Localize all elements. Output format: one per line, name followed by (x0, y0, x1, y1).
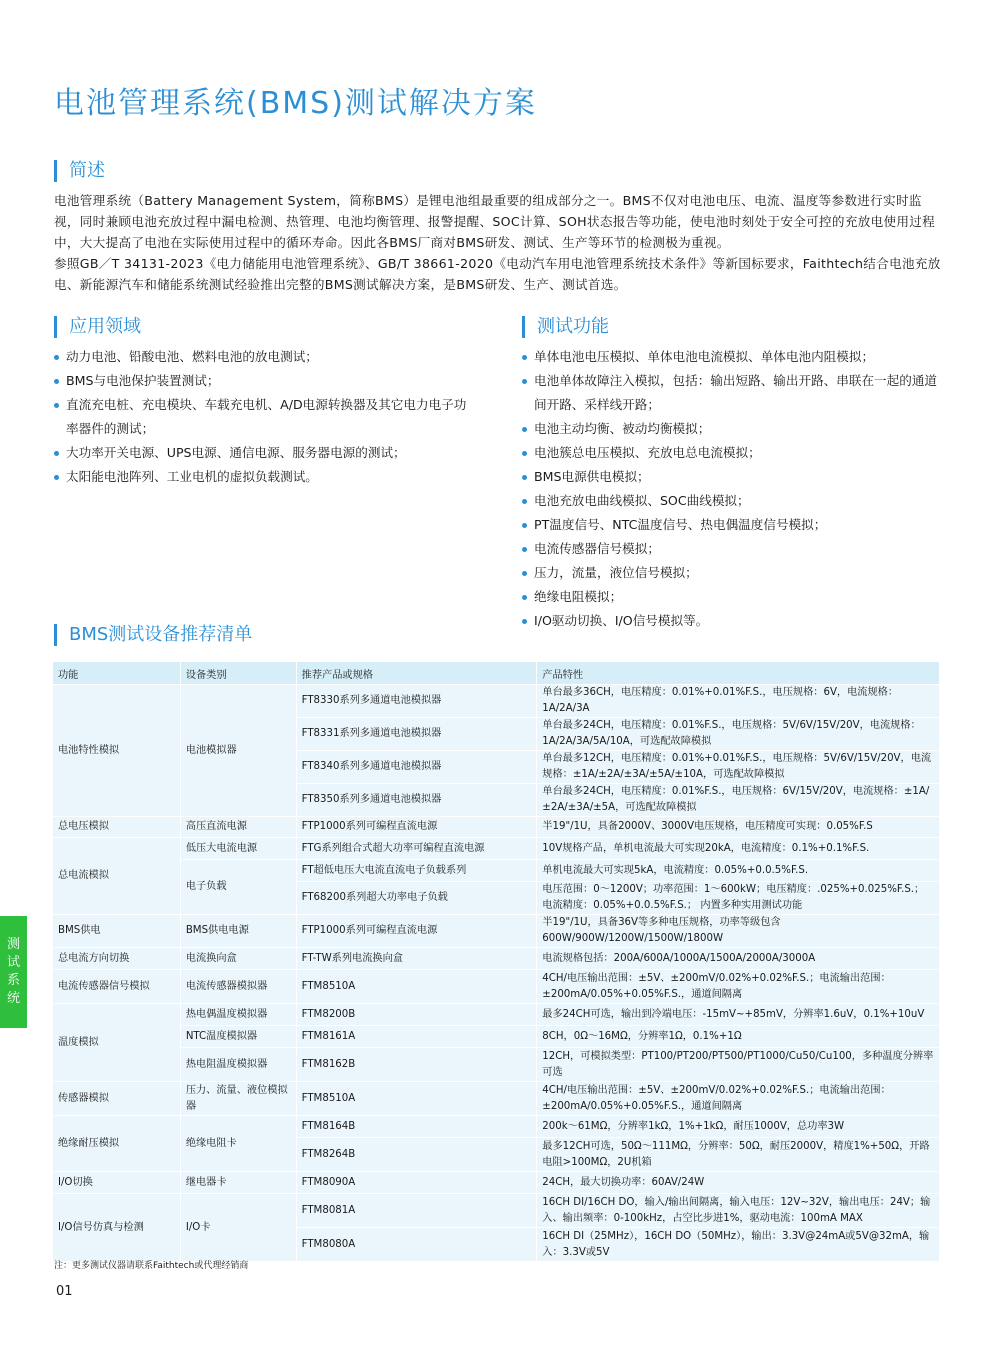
side-tab-char: 系 (6, 973, 20, 988)
table-row (53, 1026, 940, 1048)
table-row (53, 817, 940, 838)
product-cell: FTM8080A (296, 1228, 537, 1262)
category-cell: I/O卡 (180, 1194, 296, 1262)
list-item: 大功率开关电源、UPS电源、通信电源、服务器电源的测试； (54, 441, 474, 465)
product-cell: FT68200系列超大功率电子负载 (296, 882, 537, 915)
category-cell: 电流传感器模拟器 (180, 970, 296, 1004)
category-cell: 继电器卡 (180, 1172, 296, 1194)
feature-cell: 单台最多24CH，电压精度：0.01%F.S.，电压规格：5V/6V/15V/20V，电流规格：1A/2A/3A/5A/10A，可选配故障模拟 (537, 718, 940, 751)
category-cell: 绝缘电阻卡 (180, 1116, 296, 1172)
feature-cell: 16CH DI/16CH DO，输入/输出间隔离，输入电压：12V~32V，输出电压：24V；输入、输出频率：0-100kHz，占空比步进1%，驱动电流：100mA MAX (537, 1194, 940, 1228)
overview-heading: 简述 (54, 160, 105, 182)
product-cell: FTP1000系列可编程直流电源 (296, 915, 537, 948)
product-cell: FTM8161A (296, 1026, 537, 1048)
list-item: 动力电池、铅酸电池、燃料电池的放电测试； (54, 345, 474, 369)
table-row (53, 970, 940, 1004)
list-item: 压力，流量，液位信号模拟； (522, 561, 942, 585)
list-item: 电池主动均衡、被动均衡模拟； (522, 417, 942, 441)
product-cell: FTM8264B (296, 1138, 537, 1172)
function-cell: 总电流模拟 (53, 838, 181, 915)
function-cell: 温度模拟 (53, 1004, 181, 1082)
table-row (53, 838, 940, 860)
list-item: 太阳能电池阵列、工业电机的虚拟负载测试。 (54, 465, 474, 489)
footnote: 注：更多测试仪器请联系Faithtech或代理经销商 (54, 1261, 249, 1271)
product-cell: FT超低电压大电流直流电子负载系列 (296, 860, 537, 882)
feature-cell: 单台最多12CH，电压精度：0.01%+0.01%F.S.，电压规格：5V/6V/15V/20V，电流规格：±1A/±2A/±3A/±5A/±10A，可选配故障模拟 (537, 751, 940, 784)
feature-cell: 4CH/电压输出范围：±5V、±200mV/0.02%+0.02%F.S.；电流输出范围：±200mA/0.05%+0.05%F.S.，通道间隔离 (537, 970, 940, 1004)
product-cell: FTM8510A (296, 970, 537, 1004)
column-header-category: 设备类别 (180, 662, 296, 685)
table-row (53, 1004, 940, 1026)
table-row (53, 1194, 940, 1228)
product-cell: FTM8081A (296, 1194, 537, 1228)
table-row (53, 915, 940, 948)
list-item: 直流充电桩、充电模块、车载充电机、A/D电源转换器及其它电力电子功率器件的测试； (54, 393, 474, 441)
list-item: 电池单体故障注入模拟，包括：输出短路、输出开路、串联在一起的通道间开路、采样线开路； (522, 369, 942, 417)
function-cell: 电流传感器信号模拟 (53, 970, 181, 1004)
list-item: 电池充放电曲线模拟、SOC曲线模拟； (522, 489, 942, 513)
product-cell: FTM8090A (296, 1172, 537, 1194)
product-cell: FT8350系列多通道电池模拟器 (296, 784, 537, 817)
category-cell: 电流换向盒 (180, 948, 296, 970)
side-tab-char: 统 (6, 991, 20, 1006)
product-cell: FT8330系列多通道电池模拟器 (296, 685, 537, 718)
function-cell: 绝缘耐压模拟 (53, 1116, 181, 1172)
page-number: 01 (56, 1284, 73, 1299)
product-cell: FTP1000系列可编程直流电源 (296, 817, 537, 838)
function-cell: BMS供电 (53, 915, 181, 948)
overview-text (54, 190, 946, 295)
feature-cell: 24CH，最大切换功率：60AV/24W (537, 1172, 940, 1194)
side-tab-char: 试 (6, 955, 20, 970)
feature-cell: 8CH，0Ω～16MΩ，分辨率1Ω，0.1%+1Ω (537, 1026, 940, 1048)
column-header-product: 推荐产品或规格 (296, 662, 537, 685)
list-item: 电流传感器信号模拟； (522, 537, 942, 561)
applications-list (54, 345, 474, 489)
applications-heading: 应用领域 (54, 316, 141, 338)
feature-cell: 最多24CH可选，输出到冷端电压：-15mV~+85mV，分辨率1.6uV，0.1%+10uV (537, 1004, 940, 1026)
feature-cell: 半19"/1U，具备36V等多种电压规格，功率等级包含600W/900W/1200W/1500W/1800W (537, 915, 940, 948)
category-cell: 热电阻温度模拟器 (180, 1048, 296, 1082)
product-cell: FT8340系列多通道电池模拟器 (296, 751, 537, 784)
column-header-features: 产品特性 (537, 662, 940, 685)
product-cell: FTG系列组合式超大功率可编程直流电源 (296, 838, 537, 860)
function-cell: 电池特性模拟 (53, 685, 181, 817)
feature-cell: 单台最多36CH，电压精度：0.01%+0.01%F.S.，电压规格：6V，电流规格：1A/2A/3A (537, 685, 940, 718)
list-item: BMS电源供电模拟； (522, 465, 942, 489)
table-row (53, 1116, 940, 1138)
overview-paragraph-2: 参照GB／T 34131-2023《电力储能用电池管理系统》、GB/T 38661-2020《电动汽车用电池管理系统技术条件》等新国标要求，Faithtech结合电池充放电、新能源汽车和储能系统测试经验推出完整的BMS测试解决方案，是BMS研发、生产、测试首选。 (54, 256, 941, 292)
product-cell: FT-TW系列电流换向盒 (296, 948, 537, 970)
table-row (53, 1172, 940, 1194)
overview-paragraph-1: 电池管理系统（Battery Management System，简称BMS）是锂电池组最重要的组成部分之一。BMS不仅对电池电压、电流、温度等参数进行实时监视，同时兼顾电池充放过程中漏电检测、热管理、电池均衡管理、报警提醒、SOC计算、SOH状态报告等功能，使电池时刻处于安全可控的充放电使用过程中，大大提高了电池在实际使用过程中的循环寿命。因此各BMS厂商对BMS研发、测试、生产等环节的检测极为重视。 (54, 193, 936, 250)
feature-cell: 电压范围：0～1200V；功率范围：1～600kW；电压精度：.025%+0.025%F.S.；电流精度：0.05%+0.0.5%F.S.； 内置多种实用测试功能 (537, 882, 940, 915)
category-cell: 压力、流量、液位模拟器 (180, 1082, 296, 1116)
list-item: I/O驱动切换、I/O信号模拟等。 (522, 609, 942, 633)
side-tab-test-system (0, 916, 27, 1028)
category-cell: 热电偶温度模拟器 (180, 1004, 296, 1026)
list-item: 电池簇总电压模拟、充放电总电流模拟； (522, 441, 942, 465)
category-cell: NTC温度模拟器 (180, 1026, 296, 1048)
product-cell: FT8331系列多通道电池模拟器 (296, 718, 537, 751)
category-cell: 高压直流电源 (180, 817, 296, 838)
category-cell: 电池模拟器 (180, 685, 296, 817)
table-row (53, 1082, 940, 1116)
table-row (53, 1048, 940, 1082)
list-item: BMS与电池保护装置测试； (54, 369, 474, 393)
functions-list (522, 345, 942, 633)
feature-cell: 最多12CH可选，50Ω～111MΩ，分辨率：50Ω，耐压2000V，精度1%+50Ω，开路电阻>100MΩ，2U机箱 (537, 1138, 940, 1172)
category-cell: 电子负载 (180, 860, 296, 915)
function-cell: I/O信号仿真与检测 (53, 1194, 181, 1262)
table-header-row (53, 662, 940, 685)
feature-cell: 半19"/1U，具备2000V、3000V电压规格，电压精度可实现：0.05%F.S (537, 817, 940, 838)
list-item: 单体电池电压模拟、单体电池电流模拟、单体电池内阻模拟； (522, 345, 942, 369)
product-cell: FTM8510A (296, 1082, 537, 1116)
function-cell: 传感器模拟 (53, 1082, 181, 1116)
product-cell: FTM8164B (296, 1116, 537, 1138)
feature-cell: 4CH/电压输出范围：±5V、±200mV/0.02%+0.02%F.S.；电流输出范围：±200mA/0.05%+0.05%F.S.，通道间隔离 (537, 1082, 940, 1116)
list-item: 绝缘电阻模拟； (522, 585, 942, 609)
function-cell: 总电流方向切换 (53, 948, 181, 970)
product-cell: FTM8162B (296, 1048, 537, 1082)
equipment-heading: BMS测试设备推荐清单 (54, 624, 252, 646)
equipment-table (52, 661, 940, 1262)
list-item: PT温度信号、NTC温度信号、热电偶温度信号模拟； (522, 513, 942, 537)
feature-cell: 电流规格包括：200A/600A/1000A/1500A/2000A/3000A (537, 948, 940, 970)
side-tab-char: 测 (6, 937, 20, 952)
function-cell: I/O切换 (53, 1172, 181, 1194)
page-title: 电池管理系统(BMS)测试解决方案 (54, 86, 537, 121)
functions-heading: 测试功能 (522, 316, 609, 338)
feature-cell: 12CH，可模拟类型：PT100/PT200/PT500/PT1000/Cu50/Cu100，多种温度分辨率可选 (537, 1048, 940, 1082)
column-header-function: 功能 (53, 662, 181, 685)
table-row (53, 685, 940, 718)
table-row (53, 948, 940, 970)
category-cell: BMS供电电源 (180, 915, 296, 948)
feature-cell: 16CH DI（25MHz），16CH DO（50MHz），输出：3.3V@24mA或5V@32mA，输入：3.3V或5V (537, 1228, 940, 1262)
table-row (53, 860, 940, 882)
function-cell: 总电压模拟 (53, 817, 181, 838)
feature-cell: 单机电流最大可实现5kA，电流精度：0.05%+0.0.5%F.S. (537, 860, 940, 882)
product-cell: FTM8200B (296, 1004, 537, 1026)
feature-cell: 10V规格产品，单机电流最大可实现20kA，电流精度：0.1%+0.1%F.S. (537, 838, 940, 860)
category-cell: 低压大电流电源 (180, 838, 296, 860)
feature-cell: 200k～61MΩ，分辨率1kΩ，1%+1kΩ，耐压1000V，总功率3W (537, 1116, 940, 1138)
feature-cell: 单台最多24CH，电压精度：0.01%F.S.，电压规格：6V/15V/20V，电流规格：±1A/±2A/±3A/±5A，可选配故障模拟 (537, 784, 940, 817)
